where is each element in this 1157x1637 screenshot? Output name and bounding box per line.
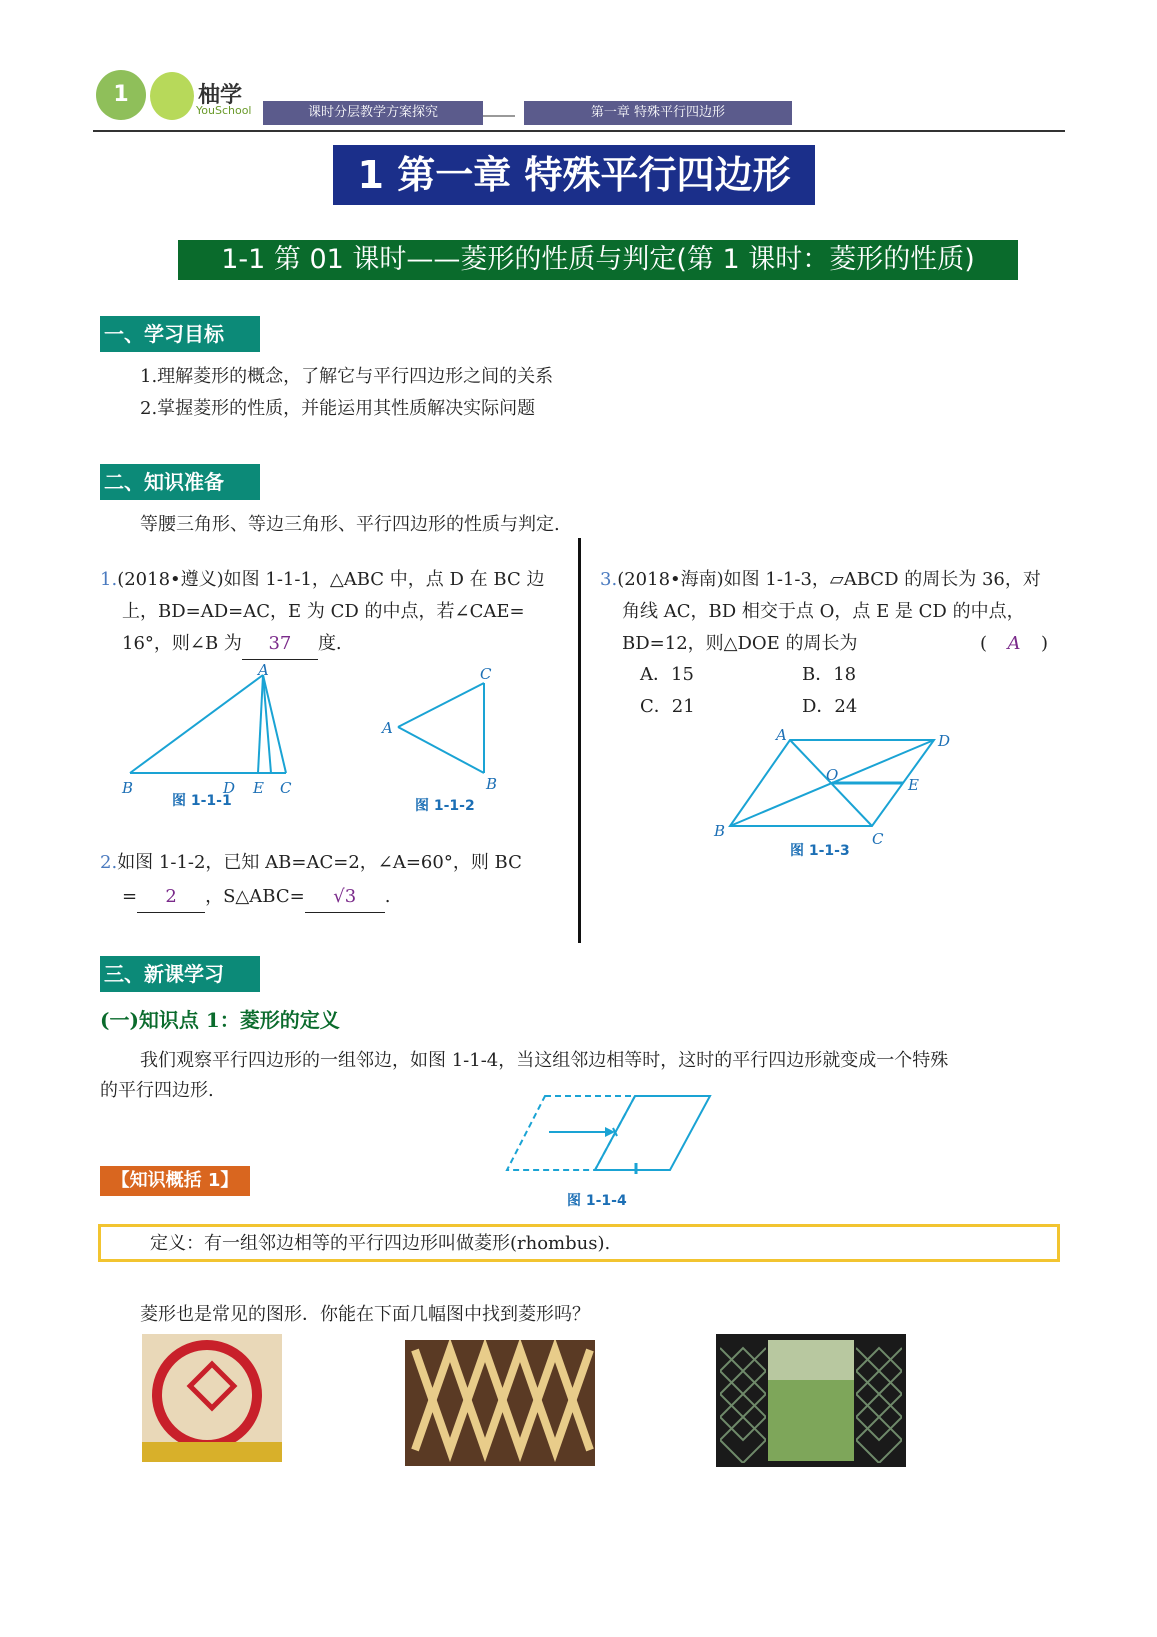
q3-line2: 角线 AC，BD 相交于点 O，点 E 是 CD 的中点， bbox=[622, 601, 1025, 622]
q1-number: 1. bbox=[100, 569, 118, 590]
fig3-label-c: C bbox=[872, 830, 884, 848]
fig1-label-a: A bbox=[258, 663, 269, 679]
q3-option-c: C．21 bbox=[640, 696, 695, 717]
intro-para-line2: 的平行四边形. bbox=[100, 1080, 214, 1101]
goal-item: 2.掌握菱形的性质，并能运用其性质解决实际问题 bbox=[140, 398, 536, 419]
brand-mascot-icon bbox=[150, 72, 194, 120]
header-divider bbox=[483, 115, 515, 117]
q1-text: (2018•遵义)如图 1-1-1，△ABC 中，点 D 在 BC 边 bbox=[117, 569, 545, 590]
figure-1-1-2 bbox=[378, 665, 508, 790]
section-badge-goals: 一、学习目标 bbox=[100, 316, 260, 352]
q2-number: 2. bbox=[100, 852, 118, 873]
fig3-label-d: D bbox=[938, 732, 951, 750]
definition-text: 定义：有一组邻边相等的平行四边形叫做菱形(rhombus). bbox=[150, 1233, 611, 1254]
figure-1-1-3 bbox=[712, 728, 962, 853]
prep-intro: 等腰三角形、等边三角形、平行四边形的性质与判定. bbox=[140, 514, 560, 535]
q1-text-b: 度. bbox=[317, 633, 342, 654]
q3-option-b: B．18 bbox=[802, 664, 857, 685]
q3-option-a: A．15 bbox=[640, 664, 694, 685]
intro-para-line1: 我们观察平行四边形的一组邻边，如图 1-1-4，当这组邻边相等时，这时的平行四边形就变成一个特殊 bbox=[140, 1050, 949, 1071]
q2-end: . bbox=[384, 886, 391, 907]
fig3-label-o: O bbox=[826, 766, 839, 784]
fig3-caption: 图 1-1-3 bbox=[790, 843, 850, 859]
brand-name: 柚学 bbox=[198, 83, 243, 108]
q2-answer-area: √3 bbox=[305, 882, 385, 913]
fig2-label-a: A bbox=[382, 719, 393, 737]
photo-lattice-rack bbox=[405, 1340, 595, 1466]
q1-line1 bbox=[100, 565, 544, 595]
q3-option-d: D．24 bbox=[802, 696, 858, 717]
knowledge-summary-badge: 【知识概括 1】 bbox=[100, 1166, 250, 1196]
fig3-label-b: B bbox=[714, 822, 726, 840]
q1-line2: 上，BD=AD=AC，E 为 CD 的中点，若∠CAE= bbox=[122, 601, 525, 622]
chapter-title: 1 第一章 特殊平行四边形 bbox=[333, 145, 815, 205]
q2-answer-bc: 2 bbox=[137, 882, 205, 913]
knowledge-point-heading: (一)知识点 1：菱形的定义 bbox=[100, 1008, 340, 1032]
photo-chinese-knot bbox=[142, 1334, 282, 1462]
fig1-label-d: D bbox=[223, 779, 236, 797]
fig2-label-c: C bbox=[480, 665, 492, 683]
paren-open: ( bbox=[980, 633, 988, 654]
section-badge-prep: 二、知识准备 bbox=[100, 464, 260, 500]
q2-line1 bbox=[100, 848, 522, 878]
fig2-label-b: B bbox=[486, 775, 498, 790]
header-tab-left: 课时分层教学方案探究 bbox=[263, 101, 483, 125]
q3-line1 bbox=[600, 565, 1041, 595]
photo-lattice-window bbox=[716, 1334, 906, 1467]
q3-answer: A bbox=[1007, 633, 1021, 654]
q3-number: 3. bbox=[600, 569, 618, 590]
fig1-label-c: C bbox=[280, 779, 292, 797]
q2-line2 bbox=[122, 882, 390, 913]
header-rule bbox=[93, 130, 1065, 132]
paren-close: ) bbox=[1041, 633, 1049, 654]
q2-mid: ，S△ABC= bbox=[205, 886, 305, 907]
header-tab-right: 第一章 特殊平行四边形 bbox=[524, 101, 792, 125]
fig1-label-e: E bbox=[253, 779, 264, 797]
goal-item: 1.理解菱形的概念，了解它与平行四边形之间的关系 bbox=[140, 366, 554, 387]
fig2-caption: 图 1-1-2 bbox=[415, 798, 475, 814]
fig4-caption: 图 1-1-4 bbox=[567, 1193, 627, 1209]
column-divider bbox=[578, 538, 581, 943]
figure-1-1-4 bbox=[505, 1090, 720, 1176]
brand-sub: YouSchool bbox=[196, 104, 252, 117]
fig3-label-a: A bbox=[776, 728, 787, 744]
q3-line3: BD=12，则△DOE 的周长为 bbox=[622, 633, 858, 654]
photos-question: 菱形也是常见的图形．你能在下面几幅图中找到菱形吗？ bbox=[140, 1304, 590, 1325]
q3-text: (2018•海南)如图 1-1-3，▱ABCD 的周长为 36，对 bbox=[617, 569, 1041, 590]
lesson-title: 1-1 第 01 课时——菱形的性质与判定(第 1 课时：菱形的性质) bbox=[178, 240, 1018, 280]
page-number: 1 bbox=[113, 82, 129, 107]
fig3-label-e: E bbox=[908, 776, 919, 794]
section-badge-new: 三、新课学习 bbox=[100, 956, 260, 992]
q1-text-a: 16°，则∠B 为 bbox=[122, 633, 242, 654]
fig1-label-b: B bbox=[122, 779, 134, 797]
fig1-caption: 图 1-1-1 bbox=[172, 793, 232, 809]
q2-eq: = bbox=[122, 886, 138, 907]
q1-answer: 37 bbox=[242, 629, 318, 660]
q2-text: 如图 1-1-2，已知 AB=AC=2，∠A=60°，则 BC bbox=[117, 852, 522, 873]
q3-answer-paren bbox=[980, 629, 1048, 659]
q1-line3 bbox=[122, 629, 342, 660]
